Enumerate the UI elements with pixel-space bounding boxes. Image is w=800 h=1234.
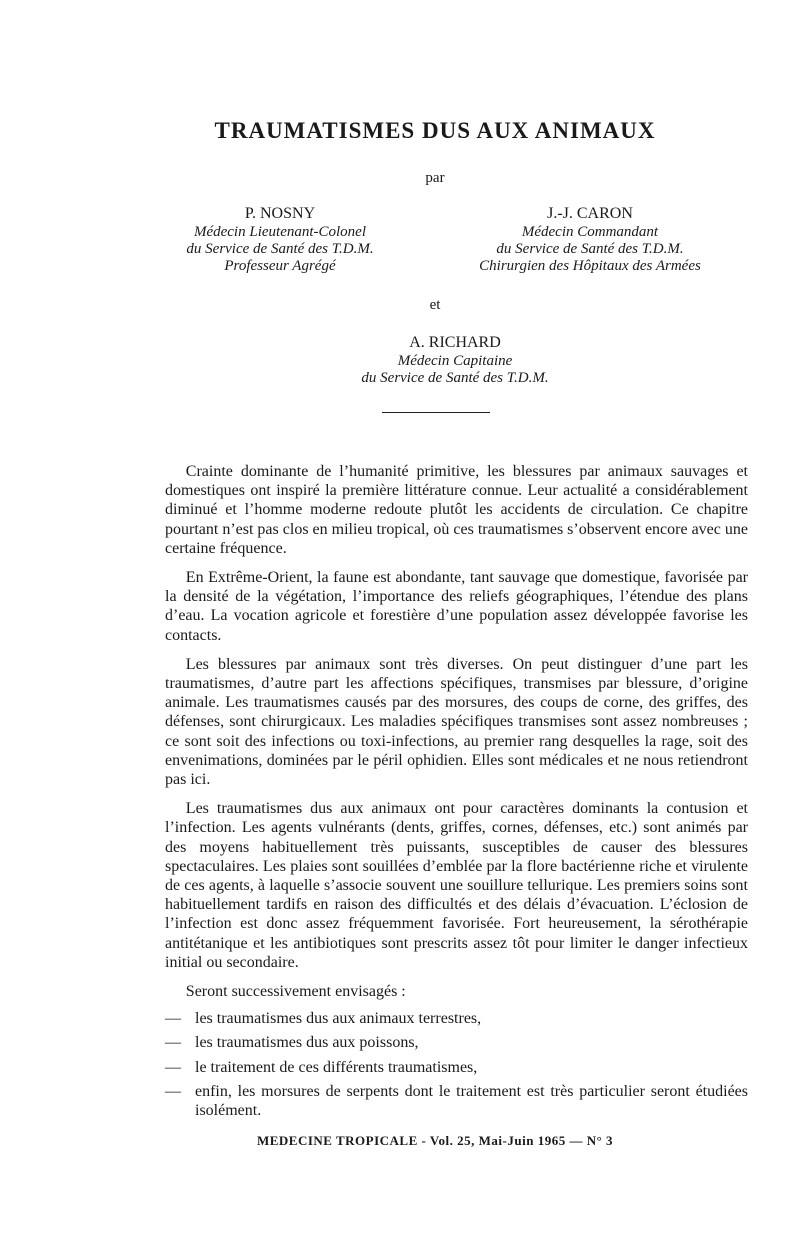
list-dash: — xyxy=(165,1034,181,1052)
topic-list xyxy=(165,1009,748,1120)
list-item-text: le traitement de ces différents traumatismes, xyxy=(195,1058,478,1076)
author-service: du Service de Santé des T.D.M. xyxy=(496,241,684,257)
author-title: Professeur Agrégé xyxy=(224,258,336,274)
author-service: du Service de Santé des T.D.M. xyxy=(186,241,374,257)
author-name: A. RICHARD xyxy=(409,334,501,351)
paragraph: Les blessures par animaux sont très diverses. On peut distinguer d’une part les traumatismes, d’autre part les affections spécifiques, transmises par blessure, d’origine animale. Les traumatismes causés par des morsures, des coups de corne, des griffes, des défenses, sont chirurgicaux. Les maladies spécifiques transmises sont assez nombreuses ; ce sont soit des infections ou toxi-infections, au premier rang desquelles la rage, soit des envenimations, dominées par le péril ophidien. Elles sont médicales et ne nous retiendront pas ici. xyxy=(165,655,748,789)
journal-footer: MEDECINE TROPICALE - Vol. 25, Mai-Juin 1965 — N° 3 xyxy=(256,1133,614,1148)
author-nosny xyxy=(160,205,400,275)
author-service: du Service de Santé des T.D.M. xyxy=(361,370,549,386)
by-line: par xyxy=(425,170,445,186)
author-name: P. NOSNY xyxy=(244,205,316,222)
list-intro: Seront successivement envisagés : xyxy=(185,983,406,1001)
list-item-text: enfin, les morsures de serpents dont le traitement est très particulier seront étudiées isolément. xyxy=(195,1082,748,1120)
paragraph: Crainte dominante de l’humanité primitive, les blessures par animaux sauvages et domestiques ont inspiré la première littérature connue. Leur actualité a considérablement diminué et l’homme moderne redoute plutôt les accidents de circulation. Ce chapitre pourtant n’est pas clos en milieu tropical, où ces traumatismes s’observent encore avec une certaine fréquence. xyxy=(165,463,748,557)
list-item xyxy=(165,1033,748,1052)
list-item-text: les traumatismes dus aux animaux terrestres, xyxy=(195,1010,482,1028)
list-item xyxy=(165,1082,748,1120)
list-dash: — xyxy=(165,1010,181,1028)
separator-rule xyxy=(382,412,490,413)
author-title: Chirurgien des Hôpitaux des Armées xyxy=(479,258,701,274)
article-title: TRAUMATISMES DUS AUX ANIMAUX xyxy=(214,118,656,143)
list-item xyxy=(165,1009,748,1028)
list-item xyxy=(165,1058,748,1077)
list-dash: — xyxy=(165,1058,181,1076)
author-name: J.-J. CARON xyxy=(547,205,633,222)
article-body xyxy=(165,462,748,1125)
author-richard xyxy=(335,334,575,387)
paragraph: En Extrême-Orient, la faune est abondante, tant sauvage que domestique, favorisée par la densité de la végétation, l’importance des reliefs géographiques, l’étendue des plans d’eau. La vocation agricole et forestière d’une population assez développée favorise les contacts. xyxy=(165,569,748,644)
author-rank: Médecin Commandant xyxy=(521,224,659,240)
author-rank: Médecin Lieutenant-Colonel xyxy=(193,224,367,240)
author-caron xyxy=(455,205,725,275)
author-rank: Médecin Capitaine xyxy=(397,353,513,369)
list-dash: — xyxy=(165,1082,181,1100)
list-item-text: les traumatismes dus aux poissons, xyxy=(195,1034,419,1052)
and-connector: et xyxy=(429,297,441,313)
paragraph: Les traumatismes dus aux animaux ont pour caractères dominants la contusion et l’infection. Les agents vulnérants (dents, griffes, cornes, défenses, etc.) sont animés par des moyens habituellement très puissants, susceptibles de causer des blessures spectaculaires. Les plaies sont souillées d’emblée par la flore bactérienne riche et virulente de ces agents, à laquelle s’associe souvent une souillure tellurique. Les premiers soins sont habituellement tardifs en raison des difficultés et des délais d’évacuation. L’éclosion de l’infection est donc assez fréquemment favorisée. Fort heureusement, la sérothérapie antitétanique et les antibiotiques sont prescrits assez tôt pour limiter le danger infectieux initial ou secondaire. xyxy=(165,800,748,971)
